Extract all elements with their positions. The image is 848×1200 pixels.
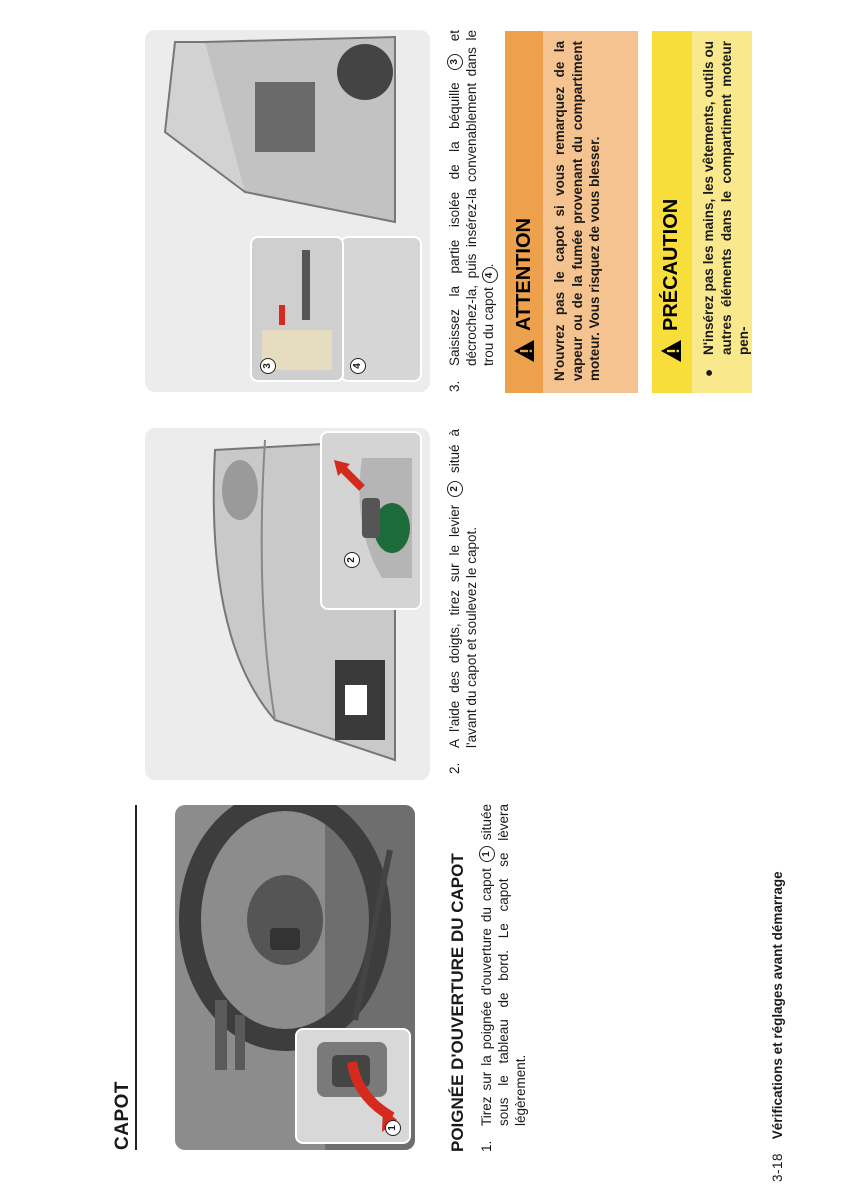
precaution-text: N'insérez pas les mains, les vêtements, outils ou autres éléments dans le compartiment moteur pen- [701,41,751,355]
step-2-text-cont: situé à l'avant du capot et soulevez le capot. [447,429,480,748]
callout-1: 1 [385,1120,401,1136]
precaution-box [652,31,752,393]
subsection-title: POIGNÉE D'OUVERTURE DU CAPOT [448,853,467,1152]
step-2-marker: 2 [447,481,463,497]
step-1 [478,804,529,1152]
attention-text: N'ouvrez pas le capot si vous remarquez de la vapeur ou de la fumée provenant du compartiment moteur. Vous risquez de vous blesser. [552,41,602,381]
step-3-marker-2: 4 [482,267,498,283]
precaution-header [652,31,692,393]
figure1-inset [295,1028,411,1144]
figure-hood-release-handle [175,805,415,1150]
step-3-marker: 3 [447,54,463,70]
step-3-text: Saisissez la partie isolée de la béquille [447,82,462,366]
precaution-body [692,31,752,393]
step-1-text: Tirez sur la poignée d'ouverture du capot [479,868,494,1126]
figure3-inset-top [340,236,422,382]
callout-3: 3 [260,358,276,374]
section-title: CAPOT [112,1081,133,1150]
figure-hood-lever [145,428,430,780]
precaution-item [700,41,752,381]
step-3-text-end: . [481,263,497,268]
step-3-number: 3. [447,380,462,392]
step-1-marker: 1 [479,846,495,862]
figure2-inset [320,431,422,610]
attention-heading: ATTENTION [513,218,535,331]
step-2-number: 2. [447,762,462,774]
warning-icon [513,339,535,363]
callout-2: 2 [344,552,360,568]
warning-icon [660,339,682,363]
step-2 [446,429,480,774]
figure3-inset-bottom [250,236,344,382]
step-2-text: A l'aide des doigts, tirez sur le levier [447,504,462,748]
step-1-text-cont: située sous le tableau de bord. Le capot se lèvera légèrement. [479,804,529,1126]
attention-box [505,31,638,393]
lever-detail [322,433,420,608]
precaution-heading: PRÉCAUTION [660,198,682,331]
callout-4: 4 [350,358,366,374]
step-3-text-cont: et décrochez-la, puis insérez-la convenablement dans le trou du capot [447,30,497,366]
figure-hood-prop-rod [145,30,430,392]
step-3 [446,30,498,392]
bullet: ● [701,368,716,377]
page-number: 3-18 [770,1152,785,1182]
attention-header [505,31,543,393]
step-1-number: 1. [479,1140,494,1152]
page-footer [770,871,785,1182]
chapter-title: Vérifications et réglages avant démarrage [770,871,785,1140]
title-rule [135,805,137,1150]
